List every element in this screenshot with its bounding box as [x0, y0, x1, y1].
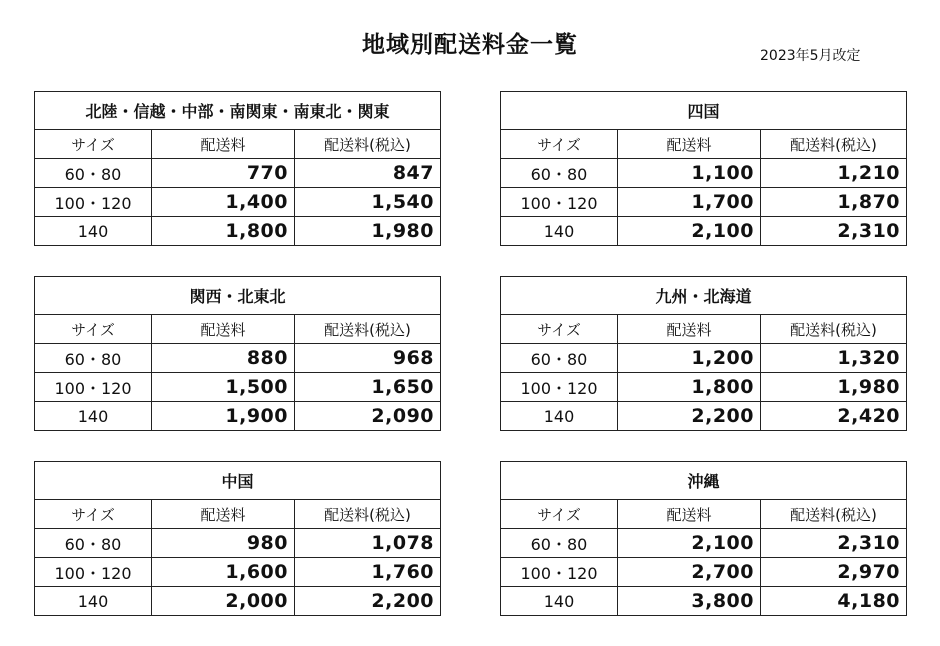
table-row	[501, 159, 907, 188]
column-header-size: サイズ	[501, 500, 618, 529]
fee-cell: 1,700	[618, 188, 761, 217]
fee-cell: 1,900	[152, 402, 295, 431]
column-header-fee: 配送料	[618, 315, 761, 344]
fee-tax-cell: 1,078	[295, 529, 441, 558]
fee-cell: 3,800	[618, 587, 761, 616]
fee-tax-cell: 2,310	[761, 217, 907, 246]
column-header-fee-tax: 配送料(税込)	[761, 315, 907, 344]
size-cell: 60・80	[35, 529, 152, 558]
fee-tax-cell: 1,980	[295, 217, 441, 246]
rate-table-kansai	[34, 276, 441, 431]
size-cell: 60・80	[501, 529, 618, 558]
region-name: 中国	[35, 462, 441, 500]
table-row	[501, 587, 907, 616]
size-cell: 140	[501, 587, 618, 616]
size-cell: 100・120	[35, 188, 152, 217]
fee-tax-cell: 1,320	[761, 344, 907, 373]
table-row	[35, 217, 441, 246]
fee-tax-cell: 4,180	[761, 587, 907, 616]
region-name: 関西・北東北	[35, 277, 441, 315]
column-header-fee-tax: 配送料(税込)	[295, 130, 441, 159]
fee-cell: 1,800	[152, 217, 295, 246]
rate-table-shikoku	[500, 91, 907, 246]
column-header-fee-tax: 配送料(税込)	[295, 315, 441, 344]
fee-tax-cell: 1,540	[295, 188, 441, 217]
rate-table-kyushu	[500, 276, 907, 431]
size-cell: 140	[501, 217, 618, 246]
table-row	[501, 188, 907, 217]
size-cell: 60・80	[501, 159, 618, 188]
column-header-fee-tax: 配送料(税込)	[761, 500, 907, 529]
size-cell: 60・80	[35, 344, 152, 373]
region-name: 九州・北海道	[501, 277, 907, 315]
size-cell: 140	[35, 587, 152, 616]
fee-tax-cell: 847	[295, 159, 441, 188]
fee-cell: 1,400	[152, 188, 295, 217]
size-cell: 140	[35, 217, 152, 246]
column-header-fee: 配送料	[152, 130, 295, 159]
size-cell: 140	[35, 402, 152, 431]
size-cell: 100・120	[35, 558, 152, 587]
table-row	[35, 587, 441, 616]
fee-cell: 2,700	[618, 558, 761, 587]
column-header-fee: 配送料	[152, 315, 295, 344]
fee-cell: 2,100	[618, 529, 761, 558]
size-cell: 60・80	[501, 344, 618, 373]
size-cell: 100・120	[501, 558, 618, 587]
table-row	[501, 373, 907, 402]
table-row	[35, 373, 441, 402]
size-cell: 100・120	[35, 373, 152, 402]
column-header-fee: 配送料	[152, 500, 295, 529]
table-row	[501, 402, 907, 431]
fee-tax-cell: 2,970	[761, 558, 907, 587]
fee-tax-cell: 1,980	[761, 373, 907, 402]
fee-cell: 1,100	[618, 159, 761, 188]
fee-tax-cell: 1,210	[761, 159, 907, 188]
column-header-size: サイズ	[35, 130, 152, 159]
page-title: 地域別配送料金一覧	[362, 32, 578, 58]
table-row	[501, 217, 907, 246]
column-header-size: サイズ	[35, 500, 152, 529]
table-row	[35, 402, 441, 431]
fee-tax-cell: 2,310	[761, 529, 907, 558]
column-header-fee: 配送料	[618, 500, 761, 529]
fee-cell: 770	[152, 159, 295, 188]
fee-tax-cell: 2,420	[761, 402, 907, 431]
fee-cell: 2,000	[152, 587, 295, 616]
fee-tax-cell: 2,090	[295, 402, 441, 431]
column-header-fee-tax: 配送料(税込)	[761, 130, 907, 159]
fee-tax-cell: 968	[295, 344, 441, 373]
column-header-size: サイズ	[501, 315, 618, 344]
fee-cell: 1,200	[618, 344, 761, 373]
fee-cell: 980	[152, 529, 295, 558]
fee-cell: 2,200	[618, 402, 761, 431]
table-row	[35, 188, 441, 217]
table-row	[35, 344, 441, 373]
fee-cell: 1,800	[618, 373, 761, 402]
table-row	[501, 529, 907, 558]
fee-tax-cell: 2,200	[295, 587, 441, 616]
column-header-fee-tax: 配送料(税込)	[295, 500, 441, 529]
column-header-size: サイズ	[501, 130, 618, 159]
fee-cell: 880	[152, 344, 295, 373]
table-row	[35, 558, 441, 587]
fee-tax-cell: 1,870	[761, 188, 907, 217]
table-row	[501, 344, 907, 373]
rate-table-hokuriku-kanto	[34, 91, 441, 246]
table-row	[501, 558, 907, 587]
region-name: 北陸・信越・中部・南関東・南東北・関東	[35, 92, 441, 130]
table-row	[35, 159, 441, 188]
rate-table-chugoku	[34, 461, 441, 616]
fee-cell: 2,100	[618, 217, 761, 246]
column-header-size: サイズ	[35, 315, 152, 344]
table-row	[35, 529, 441, 558]
size-cell: 140	[501, 402, 618, 431]
size-cell: 100・120	[501, 373, 618, 402]
region-name: 四国	[501, 92, 907, 130]
size-cell: 100・120	[501, 188, 618, 217]
region-name: 沖縄	[501, 462, 907, 500]
fee-tax-cell: 1,650	[295, 373, 441, 402]
revision-date: 2023年5月改定	[760, 48, 861, 64]
rate-table-okinawa	[500, 461, 907, 616]
fee-cell: 1,600	[152, 558, 295, 587]
column-header-fee: 配送料	[618, 130, 761, 159]
fee-tax-cell: 1,760	[295, 558, 441, 587]
fee-cell: 1,500	[152, 373, 295, 402]
size-cell: 60・80	[35, 159, 152, 188]
